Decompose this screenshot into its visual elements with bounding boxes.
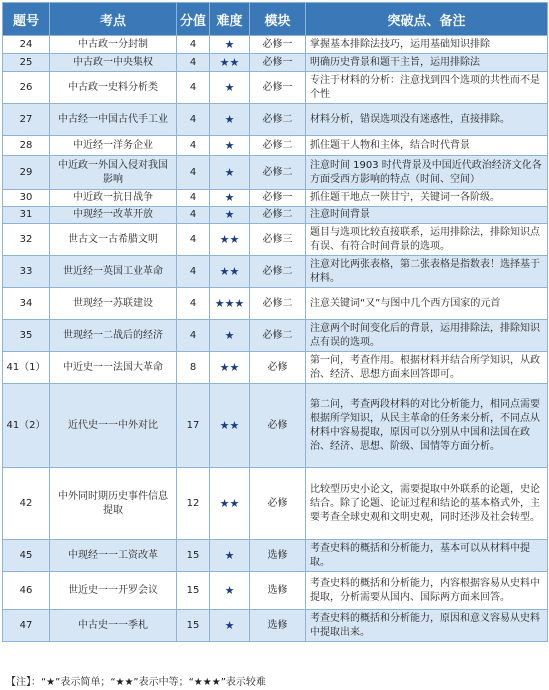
header-topic: 考点 xyxy=(50,3,177,36)
table-row xyxy=(3,207,548,224)
row-difficulty: ★★ xyxy=(210,256,250,288)
row-num: 41（1） xyxy=(3,352,50,384)
row-score: 4 xyxy=(177,54,210,72)
row-difficulty: ★ xyxy=(210,72,250,104)
table-row xyxy=(3,610,548,642)
row-difficulty: ★ xyxy=(210,190,250,207)
row-module: 必修三 xyxy=(250,224,306,256)
row-difficulty: ★★ xyxy=(210,54,250,72)
row-score: 4 xyxy=(177,72,210,104)
row-topic: 中外同时期历史事件信息提取 xyxy=(50,468,177,540)
row-score: 15 xyxy=(177,540,210,572)
row-difficulty: ★ xyxy=(210,610,250,642)
row-score: 4 xyxy=(177,156,210,190)
row-score: 4 xyxy=(177,36,210,54)
row-topic: 中近史一一法国大革命 xyxy=(50,352,177,384)
table-row xyxy=(3,468,548,540)
row-difficulty: ★ xyxy=(210,156,250,190)
row-note: 比较型历史小论文，需要提取中外联系的论题，史论结合。除了论题、论证过程和结论的基本格式外，主要考查全球史观和文明史观，同时还涉及社会转型。 xyxy=(306,468,548,540)
header-score: 分值 xyxy=(177,3,210,36)
row-topic: 中古政一分封制 xyxy=(50,36,177,54)
row-topic: 中古经一中国古代手工业 xyxy=(50,104,177,136)
row-topic: 中古史一一季札 xyxy=(50,610,177,642)
table-row xyxy=(3,190,548,207)
row-module: 必修 xyxy=(250,468,306,540)
row-note: 注意时间 1903 时代背景及中国近代政治经济文化各方面受西方影响的特点（时间、空间） xyxy=(306,156,548,190)
row-topic: 中现经一改革开放 xyxy=(50,207,177,224)
row-num: 29 xyxy=(3,156,50,190)
table-row xyxy=(3,36,548,54)
row-difficulty: ★ xyxy=(210,572,250,610)
row-topic: 中现经一一工资改革 xyxy=(50,540,177,572)
row-topic: 中近政一抗日战争 xyxy=(50,190,177,207)
table-header-row xyxy=(3,3,548,36)
row-module: 必修二 xyxy=(250,256,306,288)
header-num: 题号 xyxy=(3,3,50,36)
row-topic: 世现经一二战后的经济 xyxy=(50,320,177,352)
header-difficulty: 难度 xyxy=(210,3,250,36)
legend-footnote: 【注】：“★”表示简单；“★★”表示中等；“★★★”表示较难 xyxy=(6,677,266,688)
row-module: 必修二 xyxy=(250,320,306,352)
row-num: 33 xyxy=(3,256,50,288)
row-difficulty: ★★ xyxy=(210,384,250,468)
table-row xyxy=(3,136,548,156)
row-score: 4 xyxy=(177,288,210,320)
table-row xyxy=(3,104,548,136)
row-note: 注意时间背景 xyxy=(306,207,548,224)
row-note: 第二问，考查两段材料的对比分析能力，相同点需要根据所学知识，从民主革命的任务来分析，不同点从材料中容易提取，原因可以分别从中国和法国在政治、经济、思想、阶级、国情等方面分析。 xyxy=(306,384,548,468)
row-topic: 世古文一古希腊文明 xyxy=(50,224,177,256)
row-score: 15 xyxy=(177,572,210,610)
row-num: 42 xyxy=(3,468,50,540)
row-difficulty: ★ xyxy=(210,136,250,156)
row-num: 34 xyxy=(3,288,50,320)
row-difficulty: ★ xyxy=(210,104,250,136)
row-note: 掌握基本排除法技巧，运用基础知识排除 xyxy=(306,36,548,54)
row-note: 抓住题干地点一陕甘宁，关键词一各阶级。 xyxy=(306,190,548,207)
row-difficulty: ★★ xyxy=(210,224,250,256)
row-num: 41（2） xyxy=(3,384,50,468)
table-row xyxy=(3,384,548,468)
table-row xyxy=(3,320,548,352)
table-row xyxy=(3,54,548,72)
row-note: 材料分析，错误选项没有迷惑性，直接排除。 xyxy=(306,104,548,136)
row-note: 考查史料的概括和分析能力，内容根据容易从史料中提取，分析需要从国内、国际两方面来回答。 xyxy=(306,572,548,610)
row-module: 选修 xyxy=(250,540,306,572)
row-module: 必修二 xyxy=(250,136,306,156)
row-note: 第一问，考查作用。根据材料并结合所学知识，从政治、经济、思想方面来回答即可。 xyxy=(306,352,548,384)
row-note: 明确历史背景和题干主旨，运用排除法 xyxy=(306,54,548,72)
row-score: 17 xyxy=(177,384,210,468)
header-module: 模块 xyxy=(250,3,306,36)
row-num: 27 xyxy=(3,104,50,136)
row-difficulty: ★★ xyxy=(210,468,250,540)
row-difficulty: ★ xyxy=(210,207,250,224)
row-difficulty: ★★★ xyxy=(210,288,250,320)
row-note: 考查史料的概括和分析能力，基本可以从材料中提取。 xyxy=(306,540,548,572)
row-difficulty: ★ xyxy=(210,36,250,54)
table-body xyxy=(3,36,548,642)
row-num: 28 xyxy=(3,136,50,156)
row-difficulty: ★★ xyxy=(210,352,250,384)
row-module: 选修 xyxy=(250,572,306,610)
table-row xyxy=(3,352,548,384)
row-module: 必修二 xyxy=(250,156,306,190)
header-note: 突破点、备注 xyxy=(306,3,548,36)
row-num: 25 xyxy=(3,54,50,72)
table-row xyxy=(3,540,548,572)
row-module: 选修 xyxy=(250,610,306,642)
row-topic: 中近政一外国入侵对我国影响 xyxy=(50,156,177,190)
row-topic: 中古政一中央集权 xyxy=(50,54,177,72)
row-note: 注意两个时间变化后的背景，运用排除法，排除知识点有误的选项。 xyxy=(306,320,548,352)
row-topic: 世现经一苏联建设 xyxy=(50,288,177,320)
table-row xyxy=(3,156,548,190)
row-module: 必修一 xyxy=(250,72,306,104)
table-row xyxy=(3,572,548,610)
table-row xyxy=(3,256,548,288)
row-score: 4 xyxy=(177,136,210,156)
row-num: 47 xyxy=(3,610,50,642)
row-difficulty: ★ xyxy=(210,320,250,352)
row-score: 4 xyxy=(177,207,210,224)
row-num: 30 xyxy=(3,190,50,207)
row-module: 必修一 xyxy=(250,36,306,54)
row-note: 抓住题干人物和主体，结合时代背景 xyxy=(306,136,548,156)
row-score: 4 xyxy=(177,190,210,207)
row-topic: 中近经一洋务企业 xyxy=(50,136,177,156)
row-num: 35 xyxy=(3,320,50,352)
row-num: 24 xyxy=(3,36,50,54)
row-module: 必修一 xyxy=(250,54,306,72)
exam-analysis-table xyxy=(2,2,548,642)
row-note: 专注于材料的分析：注意找到四个选项的共性而不是个性 xyxy=(306,72,548,104)
row-note: 题目与选项比较直接联系，运用排除法，排除知识点有误、有符合时间背景的选项。 xyxy=(306,224,548,256)
row-module: 必修二 xyxy=(250,104,306,136)
row-topic: 世近史一一开罗会议 xyxy=(50,572,177,610)
row-topic: 世近经一英国工业革命 xyxy=(50,256,177,288)
row-topic: 中古政一史料分析类 xyxy=(50,72,177,104)
table-row xyxy=(3,224,548,256)
row-note: 注意关键词“又”与图中几个西方国家的元首 xyxy=(306,288,548,320)
row-score: 4 xyxy=(177,320,210,352)
row-module: 必修 xyxy=(250,352,306,384)
row-num: 32 xyxy=(3,224,50,256)
row-num: 26 xyxy=(3,72,50,104)
row-score: 4 xyxy=(177,256,210,288)
row-score: 4 xyxy=(177,224,210,256)
row-module: 必修二 xyxy=(250,288,306,320)
row-num: 31 xyxy=(3,207,50,224)
row-module: 必修二 xyxy=(250,207,306,224)
row-score: 4 xyxy=(177,104,210,136)
row-module: 必修 xyxy=(250,384,306,468)
row-num: 46 xyxy=(3,572,50,610)
row-difficulty: ★ xyxy=(210,540,250,572)
row-score: 8 xyxy=(177,352,210,384)
row-note: 注意对比两张表格，第二张表格是指数表！选择基于材料。 xyxy=(306,256,548,288)
row-module: 必修一 xyxy=(250,190,306,207)
row-score: 15 xyxy=(177,610,210,642)
table-row xyxy=(3,288,548,320)
row-score: 12 xyxy=(177,468,210,540)
row-note: 考查史料的概括和分析能力，原因和意义容易从史料中提取出来。 xyxy=(306,610,548,642)
row-num: 45 xyxy=(3,540,50,572)
table-row xyxy=(3,72,548,104)
row-topic: 近代史一一中外对比 xyxy=(50,384,177,468)
